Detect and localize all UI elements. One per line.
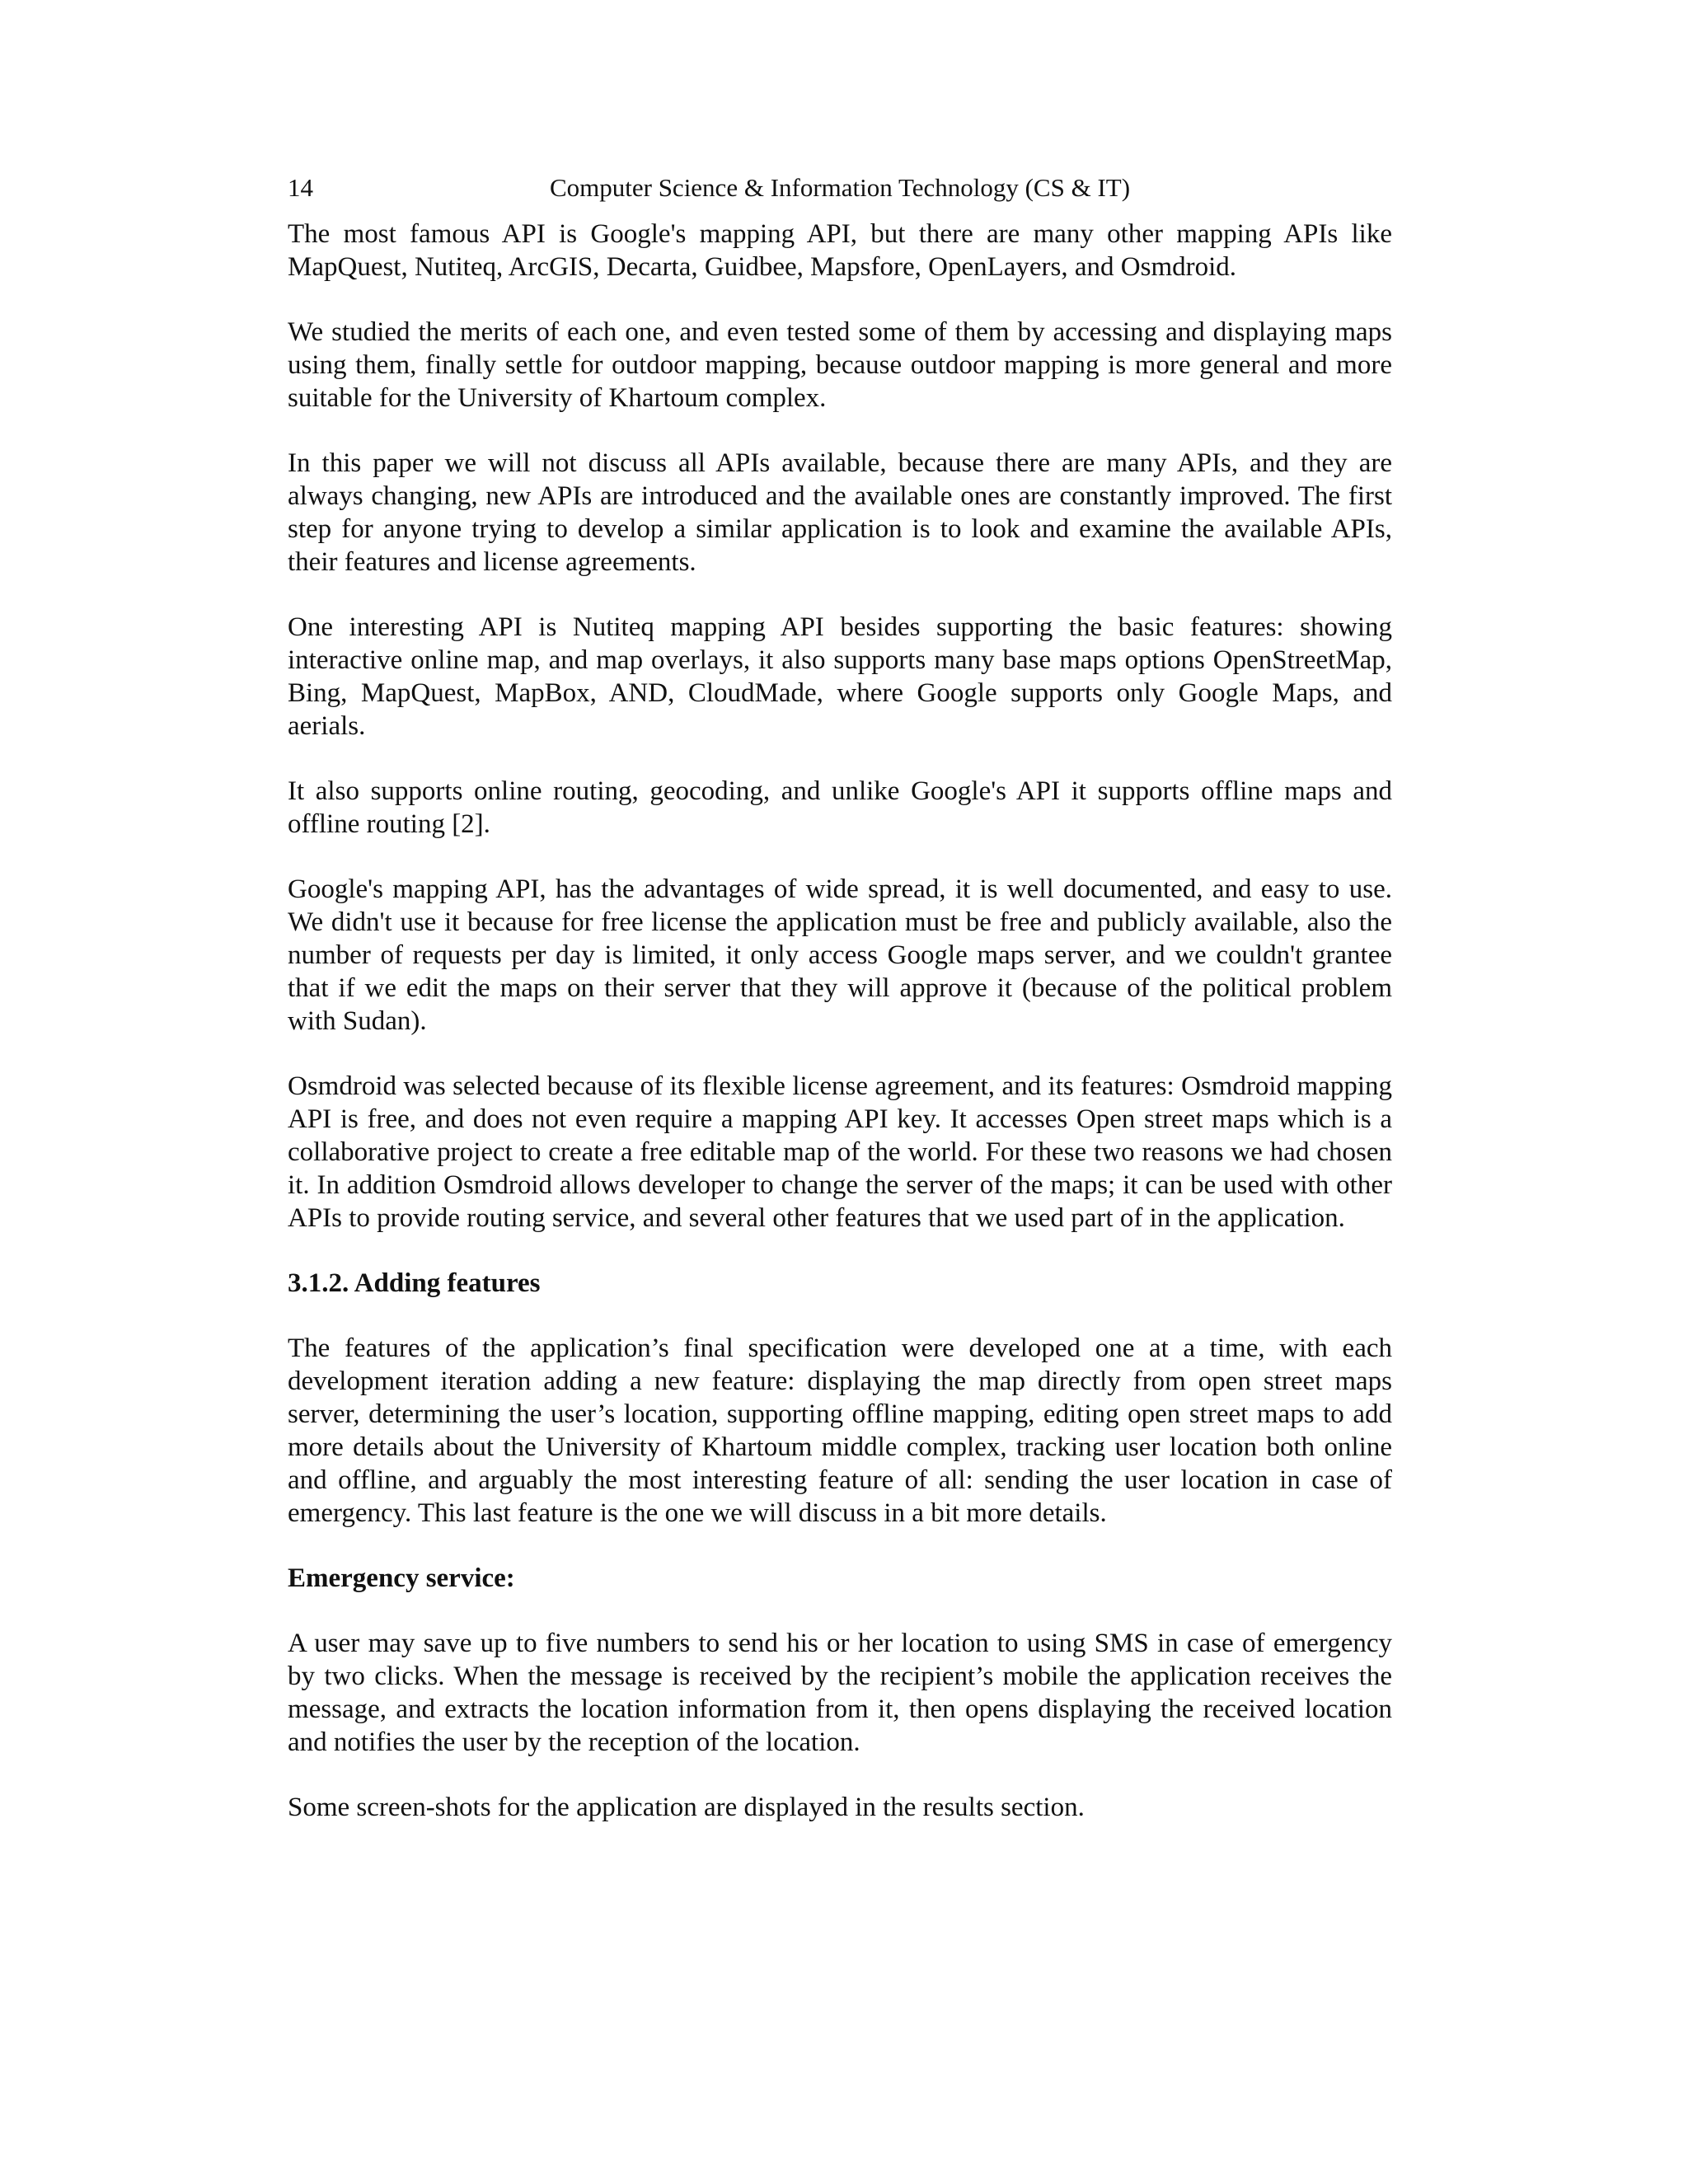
- paragraph-offline-routing: It also supports online routing, geocoding, and unlike Google's API it supports offline maps and offline routing [2].: [288, 776, 1392, 839]
- paragraph-features: The features of the application’s final specification were developed one at a time, with each development iteration adding a new feature: displaying the map directly from open street maps server, determining the user’s location, supporting offline mapping, editing open street maps to add more details about the University of Khartoum middle complex, tracking user location both online and offline, and arguably the most interesting feature of all: sending the user location in case of emergency. This last feature is the one we will discuss in a bit more details.: [288, 1333, 1392, 1528]
- paragraph-osmdroid: Osmdroid was selected because of its flexible license agreement, and its features: Osmdroid mapping API is free, and does not even require a mapping API key. It accesses Open street maps which is a collaborative project to create a free editable map of the world. For these two reasons we had chosen it. In addition Osmdroid allows developer to change the server of the maps; it can be used with other APIs to provide routing service, and several other features that we used part of in the application.: [288, 1071, 1392, 1233]
- section-heading-adding-features: 3.1.2. Adding features: [288, 1268, 541, 1298]
- paragraph-not-discuss: In this paper we will not discuss all APIs available, because there are many APIs, and they are always changing, new APIs are introduced and the available ones are constantly improved. The first step for anyone trying to develop a similar application is to look and examine the available APIs, their features and license agreements.: [288, 448, 1392, 577]
- journal-title: Computer Science & Information Technology (CS & IT): [549, 173, 1131, 202]
- body-text: [288, 218, 1392, 1856]
- paragraph-merits: We studied the merits of each one, and even tested some of them by accessing and displaying maps using them, finally settle for outdoor mapping, because outdoor mapping is more general and more suitable for the University of Khartoum complex.: [288, 317, 1392, 413]
- running-header: [288, 171, 1392, 204]
- paragraph-emergency: A user may save up to five numbers to send his or her location to using SMS in case of emergency by two clicks. When the message is received by the recipient’s mobile the application receives the message, and extracts the location information from it, then opens displaying the received location and notifies the user by the reception of the location.: [288, 1629, 1392, 1757]
- paragraph-screenshots: Some screen-shots for the application are displayed in the results section.: [288, 1793, 1085, 1822]
- page-number: 14: [288, 173, 313, 202]
- paragraph-mapping-apis: The most famous API is Google's mapping API, but there are many other mapping APIs like MapQuest, Nutiteq, ArcGIS, Decarta, Guidbee, Mapsfore, OpenLayers, and Osmdroid.: [288, 219, 1392, 282]
- subheading-emergency-service: Emergency service:: [288, 1563, 515, 1593]
- paragraph-nutiteq: One interesting API is Nutiteq mapping API besides supporting the basic features: showing interactive online map, and map overlays, it also supports many base maps options OpenStreetMap, Bing, MapQuest, MapBox, AND, CloudMade, where Google supports only Google Maps, and aerials.: [288, 612, 1392, 741]
- paragraph-google-api: Google's mapping API, has the advantages of wide spread, it is well documented, and easy to use. We didn't use it because for free license the application must be free and publicly available, also the number of requests per day is limited, it only access Google maps server, and we couldn't grantee that if we edit the maps on their server that they will approve it (because of the political problem with Sudan).: [288, 874, 1392, 1036]
